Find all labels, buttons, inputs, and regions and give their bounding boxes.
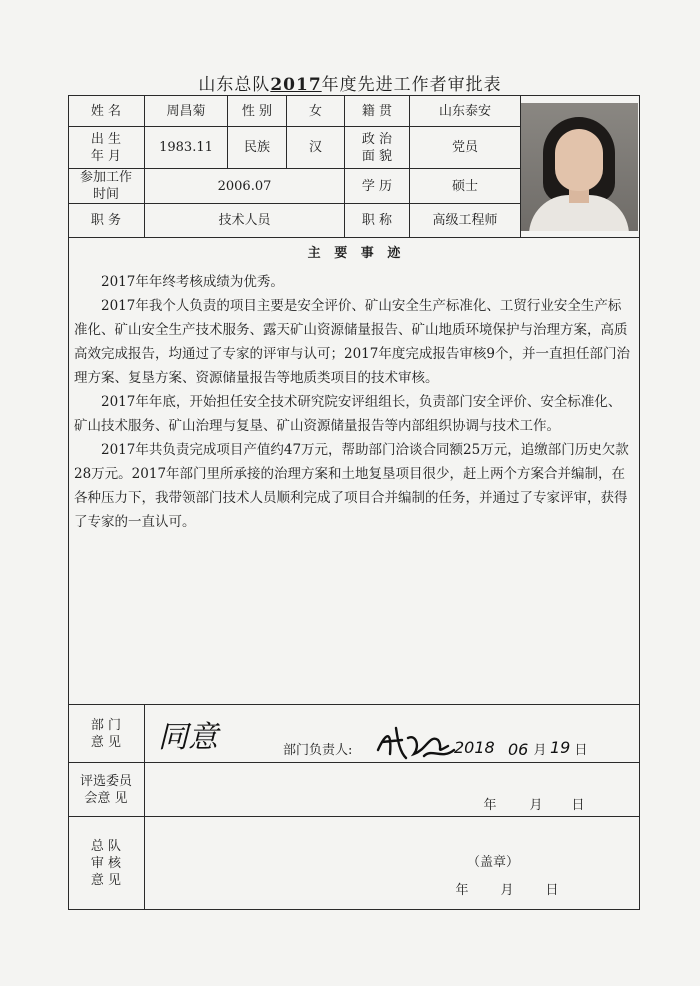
ethnicity-label: 民族 [243,140,270,155]
portrait-photo [521,103,638,231]
position-label: 职 务 [90,213,122,228]
paragraph: 2017年年终考核成绩为优秀。 [101,274,284,290]
dept-date-day: 19 [550,738,571,757]
title-label: 职 称 [361,213,393,228]
name-value: 周昌菊 [166,103,206,119]
education-value: 硕士 [451,178,478,194]
corps-month-label: 月 [500,882,514,898]
position-value: 技术人员 [218,213,271,228]
committee-month-label: 月 [529,797,543,813]
corps-seal: （盖章） [466,854,519,870]
political-value: 党员 [451,140,478,155]
title-prefix: 山东总队 [198,75,271,95]
origin-label: 籍 贯 [361,103,393,119]
dept-label: 部 门 意 见 [90,717,122,750]
main-heading: 主 要 事 迹 [307,245,401,261]
col-divider [144,704,145,910]
education-label: 学 历 [361,178,393,194]
birth-value: 1983.11 [159,140,213,155]
form-title [0,70,700,95]
committee-year-label: 年 [483,797,497,813]
birth-label: 出 生 年 月 [90,131,122,164]
dept-opinion-handwriting: 同意 [158,720,218,755]
dept-head-label: 部门负责人: [283,742,353,758]
work-start-label: 参加工作 时间 [79,170,132,202]
paragraph: 2017年年底，开始担任安全技术研究院安评组组长，负责部门安全评价、安全标准化、矿山技术服务、矿山治理与复垦、矿山资源储量报告等内部组织协调与技术工作。 [74,394,622,434]
dept-date-year: 2018 [454,738,495,757]
dept-date-month: 06 [508,740,529,759]
work-start-value: 2006.07 [217,178,272,194]
title-suffix: 年度先进工作者审批表 [321,75,502,95]
paragraph: 2017年我个人负责的项目主要是安全评价、矿山安全生产标准化、工贸行业安全生产标准化、矿山安全生产技术服务、露天矿山资源储量报告、矿山地质环境保护与治理方案，高质高效完成报告，均通过了专家的评审与认可；2017年度完成报告审核9个，并一直担任部门治理方案、复垦方案、资源储量报告等地质类项目的技术审核。 [74,298,630,386]
dept-month-label: 月 [533,742,547,758]
paragraph: 2017年共负责完成项目产值约47万元，帮助部门洽谈合同额25万元，追缴部门历史欠款28万元。2017年部门里所承接的治理方案和土地复垦项目很少，赶上两个方案合并编制，在各种压力下，我带领部门技术人员顺利完成了项目合并编制的任务，并通过了专家评审，获得了专家的一直认可。 [74,442,629,530]
name-label: 姓 名 [90,103,122,119]
row-divider [68,762,640,763]
dept-head-signature [372,720,458,764]
title-year: 2017 [270,75,322,95]
gender-label: 性 别 [241,103,273,119]
committee-label: 评选委员 会意 见 [79,773,132,806]
committee-day-label: 日 [571,797,585,813]
row-divider [68,704,640,705]
corps-label: 总 队 审 核 意 见 [90,839,122,888]
corps-day-label: 日 [545,882,559,898]
row-divider [68,816,640,817]
ethnicity-value: 汉 [308,140,322,155]
dept-day-label: 日 [574,742,588,758]
origin-value: 山东泰安 [438,103,491,119]
gender-value: 女 [308,103,322,119]
achievements-text [74,270,634,534]
row-divider [68,237,640,238]
political-label: 政 治 面 貌 [361,131,393,164]
corps-year-label: 年 [455,882,469,898]
title-value: 高级工程师 [432,213,498,228]
